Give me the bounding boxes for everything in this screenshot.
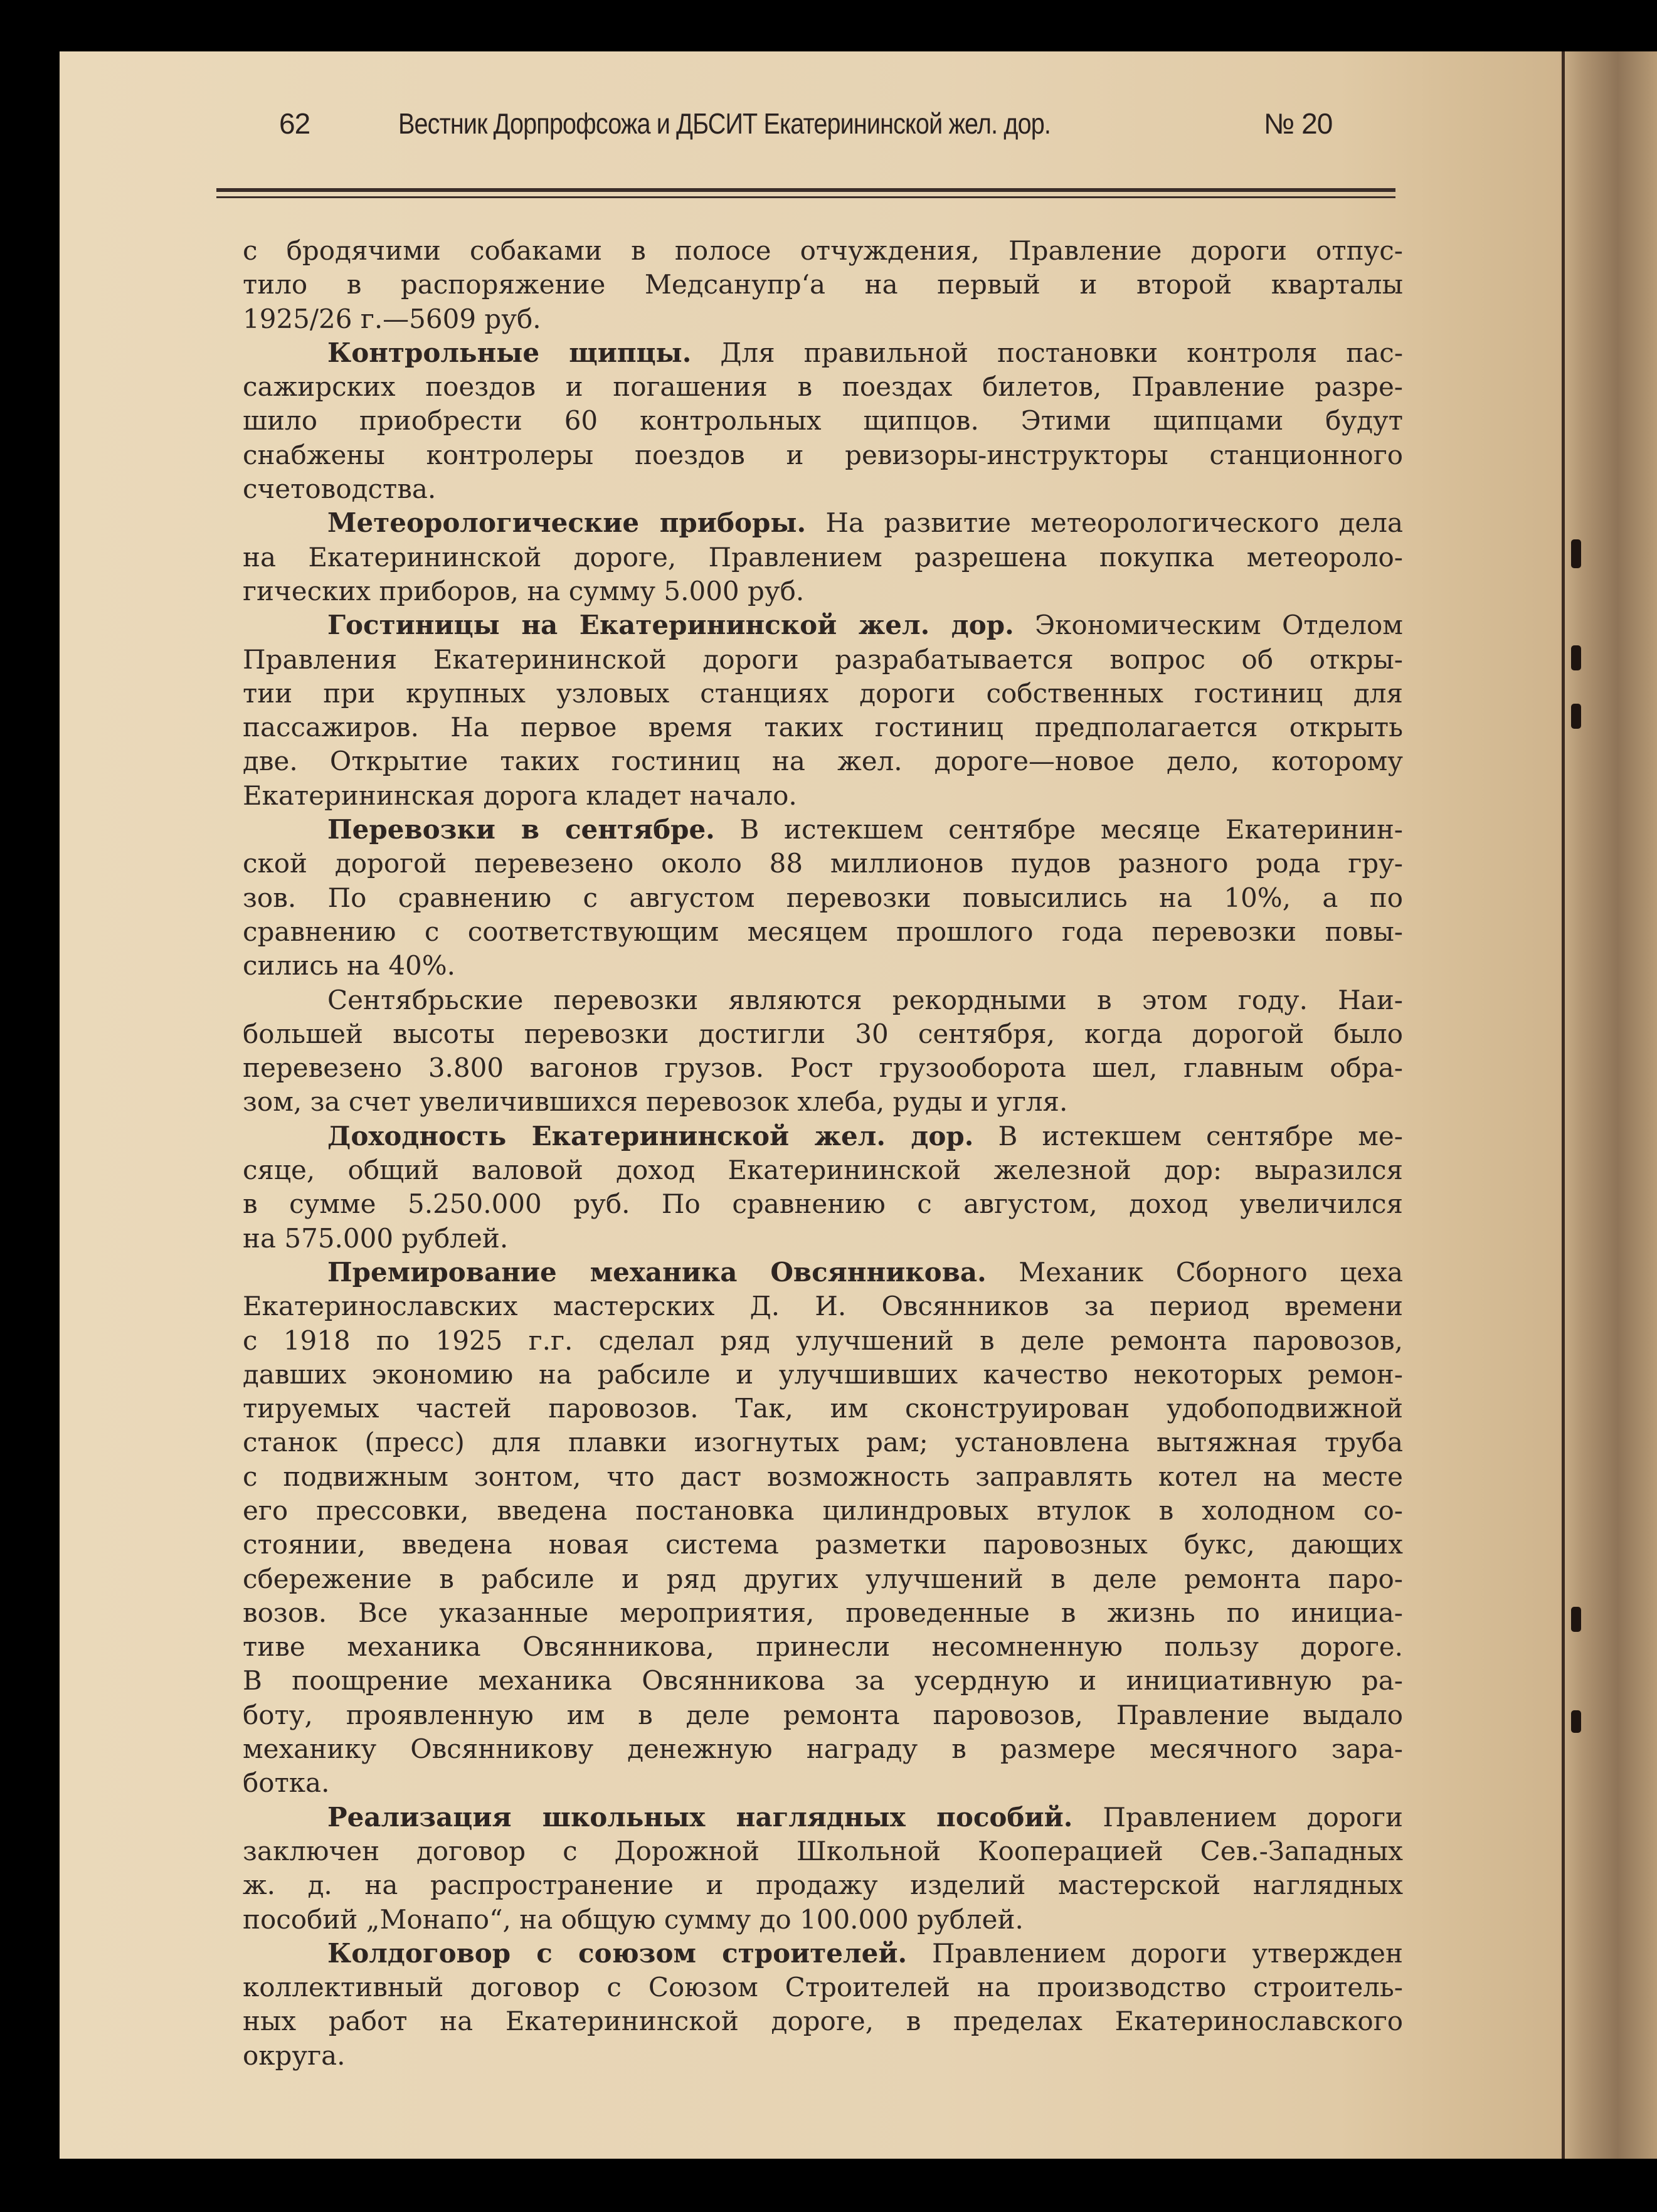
line-text: 1925/26 г.—5609 руб. bbox=[243, 303, 541, 334]
text-line bbox=[243, 1834, 1403, 1868]
text-line bbox=[243, 1494, 1403, 1528]
section-heading: Премирование механика Овсянникова. bbox=[327, 1256, 987, 1288]
line-text: В истекшем сентябре месяце Екатеринин- bbox=[714, 814, 1404, 845]
section-heading: Перевозки в сентябре. bbox=[327, 814, 715, 845]
line-text: Для правильной постановки контроля пас- bbox=[691, 337, 1404, 368]
line-text: ботка. bbox=[243, 1767, 330, 1799]
text-line bbox=[243, 1562, 1403, 1596]
text-line bbox=[243, 1051, 1403, 1085]
text-line bbox=[243, 1596, 1403, 1630]
line-text: боту, проявленную им в деле ремонта паровозов, Правление выдало bbox=[243, 1699, 1403, 1730]
line-text: Механик Сборного цеха bbox=[986, 1256, 1403, 1288]
line-text: сяце, общий валовой доход Екатерининской железной дор: выразился bbox=[243, 1155, 1403, 1186]
text-line bbox=[243, 1187, 1403, 1221]
line-text: Экономическим Отделом bbox=[1014, 610, 1403, 641]
line-text: стоянии, введена новая система разметки паровозных букс, дающих bbox=[243, 1529, 1403, 1560]
line-text: ных работ на Екатерининской дороге, в пределах Екатеринославского bbox=[243, 2006, 1403, 2037]
text-line bbox=[243, 711, 1403, 744]
line-text: тии при крупных узловых станциях дороги собственных гостиниц для bbox=[243, 677, 1403, 709]
binding-mark bbox=[1571, 1607, 1581, 1632]
line-text: На развитие метеорологического дела bbox=[806, 507, 1403, 539]
section-heading: Реализация школьных наглядных пособий. bbox=[327, 1801, 1073, 1833]
line-text: сились на 40%. bbox=[243, 950, 456, 982]
text-line bbox=[243, 1868, 1403, 1902]
line-text: тируемых частей паровозов. Так, им сконструирован удобоподвижной bbox=[243, 1393, 1403, 1424]
text-line bbox=[243, 268, 1403, 302]
binding-mark bbox=[1571, 1710, 1581, 1733]
line-text: ской дорогой перевезено около 88 миллионов пудов разного рода гру- bbox=[243, 848, 1403, 879]
text-line bbox=[243, 1324, 1403, 1358]
line-text: Екатерининская дорога кладет начало. bbox=[243, 780, 797, 811]
text-line bbox=[243, 370, 1403, 404]
header-rule bbox=[216, 188, 1395, 192]
page-number: 62 bbox=[279, 107, 310, 140]
text-line bbox=[243, 1937, 1403, 1971]
line-text: перевезено 3.800 вагонов грузов. Рост грузооборота шел, главным обра- bbox=[243, 1052, 1403, 1084]
line-text: сбережение в рабсиле и ряд других улучшений в деле ремонта паро- bbox=[243, 1563, 1403, 1594]
text-line bbox=[243, 847, 1403, 881]
line-text: механику Овсянникову денежную награду в размере месячного зара- bbox=[243, 1733, 1403, 1765]
line-text: его прессовки, введена постановка цилиндровых втулок в холодном со- bbox=[243, 1495, 1403, 1526]
line-text: Сентябрьские перевозки являются рекордными в этом году. Наи- bbox=[327, 984, 1403, 1015]
text-line bbox=[243, 1289, 1403, 1323]
line-text: возов. Все указанные мероприятия, проведенные в жизнь по инициа- bbox=[243, 1597, 1403, 1628]
text-line bbox=[243, 881, 1403, 915]
text-line bbox=[243, 949, 1403, 983]
line-text: с подвижным зонтом, что даст возможность заправлять котел на месте bbox=[243, 1461, 1403, 1492]
line-text: тиве механика Овсянникова, принесли несомненную пользу дороге. bbox=[243, 1631, 1403, 1663]
line-text: с бродячими собаками в полосе отчуждения, Правление дороги отпус- bbox=[243, 235, 1403, 266]
binding-mark bbox=[1571, 704, 1581, 729]
text-line bbox=[243, 1392, 1403, 1426]
text-line bbox=[243, 2004, 1403, 2038]
line-text: сравнению с соответствующим месяцем прошлого года перевозки повы- bbox=[243, 916, 1403, 947]
line-text: на Екатерининской дороге, Правлением разрешена покупка метеороло- bbox=[243, 541, 1403, 573]
line-text: Правлением дороги bbox=[1072, 1801, 1404, 1833]
text-line bbox=[243, 1971, 1403, 2004]
line-text: тило в распоряжение Медсанупр‘а на первый и второй кварталы bbox=[243, 269, 1403, 300]
line-text: зов. По сравнению с августом перевозки повысились на 10%, а по bbox=[243, 882, 1403, 913]
text-line bbox=[243, 1732, 1403, 1766]
text-line bbox=[243, 1630, 1403, 1664]
text-line bbox=[243, 234, 1403, 268]
text-line bbox=[243, 813, 1403, 847]
header-rule-thin bbox=[216, 196, 1395, 198]
text-line bbox=[243, 438, 1403, 472]
text-line bbox=[243, 608, 1403, 642]
section-heading: Доходность Екатерининской жел. дор. bbox=[327, 1120, 974, 1151]
binding-mark bbox=[1571, 539, 1581, 568]
text-line bbox=[243, 1426, 1403, 1459]
line-text: счетоводства. bbox=[243, 474, 437, 505]
journal-title: Вестник Дорпрофсожа и ДБСИТ Екатерининской жел. дор. bbox=[398, 107, 1051, 140]
text-line bbox=[243, 574, 1403, 608]
text-line bbox=[243, 1358, 1403, 1392]
text-line bbox=[243, 1017, 1403, 1051]
text-line bbox=[243, 336, 1403, 370]
line-text: пассажиров. На первое время таких гостиниц предполагается открыть bbox=[243, 712, 1403, 743]
line-text: с 1918 по 1925 г.г. сделал ряд улучшений в деле ремонта паровозов, bbox=[243, 1325, 1403, 1356]
article-body bbox=[243, 234, 1403, 2073]
section-heading: Колдоговор с союзом строителей. bbox=[327, 1937, 908, 1969]
text-line bbox=[243, 779, 1403, 813]
text-line bbox=[243, 472, 1403, 506]
text-line bbox=[243, 643, 1403, 677]
text-line bbox=[243, 1528, 1403, 1562]
page-spine-shadow bbox=[1559, 51, 1657, 2159]
line-text: давших экономию на рабсиле и улучшивших качество некоторых ремон- bbox=[243, 1358, 1403, 1390]
text-line bbox=[243, 541, 1403, 574]
line-text: В истекшем сентябре ме- bbox=[973, 1120, 1403, 1151]
text-line bbox=[243, 2039, 1403, 2073]
line-text: В поощрение механика Овсянникова за усердную и инициативную ра- bbox=[243, 1665, 1403, 1696]
section-heading: Метеорологические приборы. bbox=[327, 507, 807, 539]
text-line bbox=[243, 1256, 1403, 1289]
text-line bbox=[243, 983, 1403, 1017]
line-text: пособий „Монапо“, на общую сумму до 100.000 рублей. bbox=[243, 1903, 1024, 1935]
text-line bbox=[243, 404, 1403, 438]
line-text: шило приобрести 60 контрольных щипцов. Этими щипцами будут bbox=[243, 405, 1403, 437]
section-heading: Гостиницы на Екатерининской жел. дор. bbox=[327, 610, 1014, 641]
line-text: ж. д. на распространение и продажу изделий мастерской наглядных bbox=[243, 1870, 1403, 1901]
text-line bbox=[243, 1801, 1403, 1834]
text-line bbox=[243, 1766, 1403, 1800]
line-text: две. Открытие таких гостиниц на жел. дороге—новое дело, которому bbox=[243, 746, 1403, 777]
line-text: округа. bbox=[243, 2040, 346, 2071]
line-text: сажирских поездов и погашения в поездах билетов, Правление разре- bbox=[243, 371, 1403, 403]
text-line bbox=[243, 744, 1403, 778]
line-text: станок (пресс) для плавки изогнутых рам; установлена вытяжная труба bbox=[243, 1427, 1403, 1458]
text-line bbox=[243, 1698, 1403, 1732]
text-line bbox=[243, 1664, 1403, 1698]
text-line bbox=[243, 1119, 1403, 1153]
text-line bbox=[243, 1903, 1403, 1937]
line-text: на 575.000 рублей. bbox=[243, 1222, 509, 1254]
line-text: гических приборов, на сумму 5.000 руб. bbox=[243, 575, 805, 606]
running-header bbox=[216, 107, 1395, 157]
text-line bbox=[243, 1460, 1403, 1494]
text-line bbox=[243, 915, 1403, 949]
line-text: Екатеринославских мастерских Д. И. Овсянников за период времени bbox=[243, 1291, 1403, 1322]
binding-mark bbox=[1571, 645, 1581, 670]
line-text: большей высоты перевозки достигли 30 сентября, когда дорогой было bbox=[243, 1018, 1403, 1049]
text-line bbox=[243, 677, 1403, 711]
line-text: снабжены контролеры поездов и ревизоры-инструкторы станционного bbox=[243, 439, 1403, 470]
issue-number: № 20 bbox=[1264, 107, 1333, 140]
section-heading: Контрольные щипцы. bbox=[327, 337, 692, 368]
text-line bbox=[243, 302, 1403, 336]
text-line bbox=[243, 1085, 1403, 1119]
text-line bbox=[243, 1153, 1403, 1187]
text-line bbox=[243, 506, 1403, 540]
text-line bbox=[243, 1222, 1403, 1256]
line-text: зом, за счет увеличившихся перевозок хлеба, руды и угля. bbox=[243, 1086, 1068, 1118]
binding-edge bbox=[1562, 51, 1565, 2159]
line-text: заключен договор с Дорожной Школьной Кооперацией Сев.-Западных bbox=[243, 1835, 1403, 1866]
line-text: Правления Екатерининской дороги разрабатывается вопрос об откры- bbox=[243, 643, 1403, 675]
line-text: Правлением дороги утвержден bbox=[907, 1937, 1403, 1969]
line-text: коллективный договор с Союзом Строителей на производство строитель- bbox=[243, 1972, 1403, 2003]
line-text: в сумме 5.250.000 руб. По сравнению с августом, доход увеличился bbox=[243, 1188, 1403, 1220]
